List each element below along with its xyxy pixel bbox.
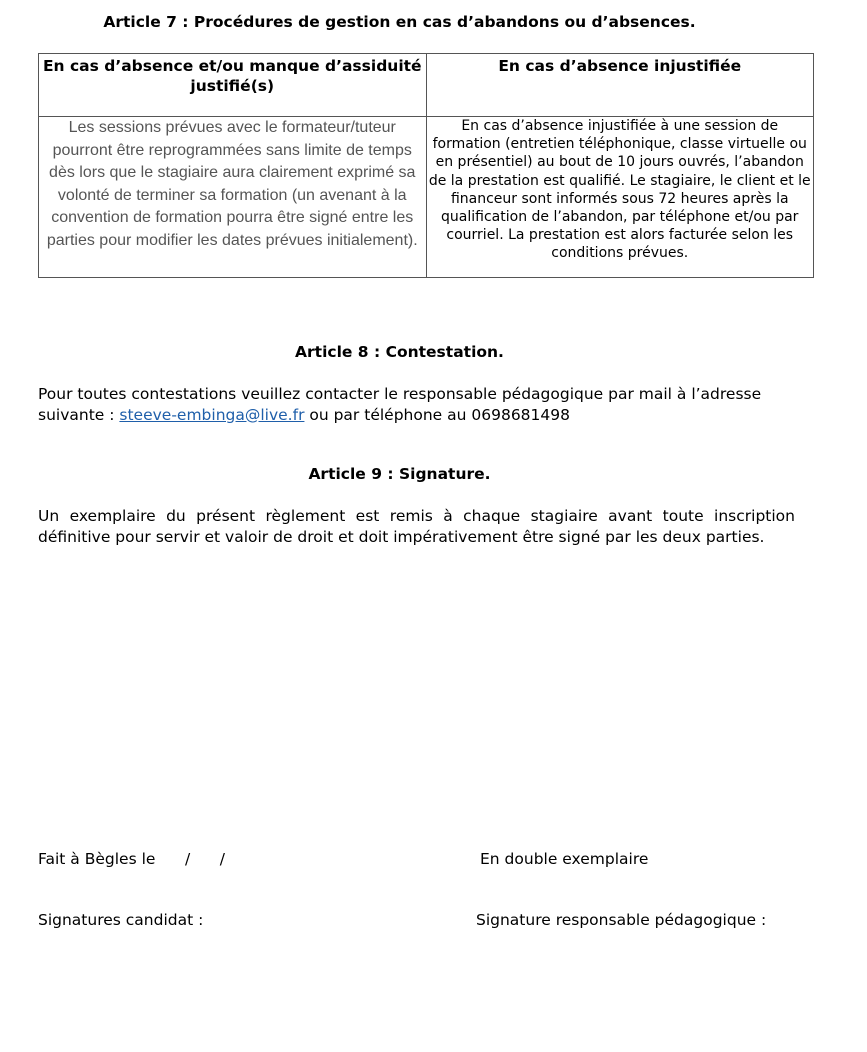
article-7-title: Article 7 : Procédures de gestion en cas d’abandons ou d’absences.: [103, 13, 696, 31]
header-justified-absence: En cas d’absence et/ou manque d’assiduité justifié(s): [39, 54, 427, 117]
table-row: [39, 117, 814, 278]
table-header-row: [39, 54, 814, 117]
absence-procedures-table: [38, 53, 814, 278]
article-9-title: Article 9 : Signature.: [308, 465, 491, 483]
cell-unjustified-absence: En cas d’absence injustifiée à une session de formation (entretien téléphonique, classe virtuelle ou en présentiel) au bout de 10 jours ouvrés, l’abandon de la prestation est qualifié. Le stagiaire, le client et le financeur sont informés sous 72 heures après la qualification de l’abandon, par téléphone et/ou par courriel. La prestation est alors facturée selon les conditions prévues.: [426, 117, 814, 278]
candidate-signature-label: Signatures candidat :: [38, 911, 204, 929]
article-8-paragraph: [38, 384, 795, 425]
article-9-paragraph: Un exemplaire du présent règlement est remis à chaque stagiaire avant toute inscription définitive pour servir et valoir de droit et doit impérativement être signé par les deux parties.: [38, 507, 795, 546]
cell-justified-absence: Les sessions prévues avec le formateur/tuteur pourront être reprogrammées sans limite de temps dès lors que le stagiaire aura clairement exprimé sa volonté de terminer sa formation (un avenant à la convention de formation pourra être signé entre les parties pour modifier les dates prévues initialement).: [39, 117, 427, 278]
email-link[interactable]: steeve-embinga@live.fr: [119, 405, 305, 424]
contestation-text-before: Pour toutes contestations veuillez contacter le responsable pédagogique par mail à l’adresse suivante :: [38, 385, 762, 424]
supervisor-signature-label: Signature responsable pédagogique :: [476, 911, 767, 929]
double-copy-note: En double exemplaire: [480, 850, 649, 868]
article-8-title: Article 8 : Contestation.: [295, 343, 504, 361]
place-date-line: Fait à Bègles le / /: [38, 850, 225, 868]
contestation-text-after: ou par téléphone au 0698681498: [304, 405, 570, 424]
header-unjustified-absence: En cas d’absence injustifiée: [426, 54, 814, 117]
